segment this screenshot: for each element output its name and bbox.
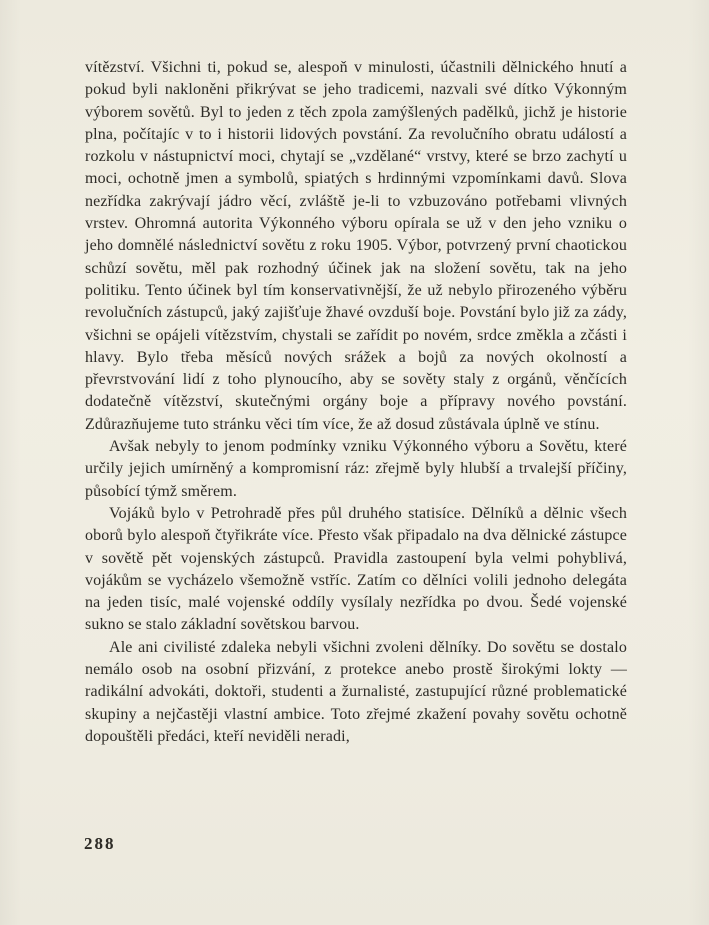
paragraph: Ale ani civilisté zdaleka nebyli všichni zvoleni dělníky. Do sovětu se dostalo nemálo osob na osobní přizvání, z protekce anebo prostě širokými lokty — radikální advokáti, doktoři, studenti a žurnalisté, zastupující různé problematické skupiny a nejčastěji vlastní ambice. Toto zřejmé zkažení povahy sovětu ochotně dopouštěli předáci, kteří neviděli neradi, bbox=[85, 638, 627, 745]
paragraph: Avšak nebyly to jenom podmínky vzniku Výkonného výboru a Sovětu, které určily jejich umírněný a kompromisní ráz: zřejmě byly hlubší a trvalejší příčiny, působící týmž směrem. bbox=[85, 438, 627, 500]
paragraph: Vojáků bylo v Petrohradě přes půl druhého statisíce. Dělníků a dělnic všech oborů bylo alespoň čtyřikráte více. Přesto však připadalo na dva dělnické zástupce v sovětě pět vojenských zástupců. Pravidla zastoupení byla velmi pohyblivá, vojákům se vycházelo všemožně vstříc. Zatím co dělníci volili jednoho delegáta na jeden tisíc, malé vojenské oddíly vysílaly nezřídka po dvou. Šedé vojenské sukno se stalo základní sovětskou barvou. bbox=[85, 504, 627, 634]
paragraph: vítězství. Všichni ti, pokud se, alespoň v minulosti, účastnili dělnického hnutí a pokud byli nakloněni přikrývat se jeho tradicemi, nazvali své dítko Výkonným výborem sovětů. Byl to jeden z těch zpola zamýšlených padělků, jichž je historie plna, počítajíc v to i historii lidových povstání. Za revolučního obratu událostí a rozkolu v nástupnictví moci, chytají se „vzdělané“ vrstvy, které se brzo zachytí u moci, ochotně jmen a symbolů, spiatých s hrdinnými vzpomínkami davů. Slova nezřídka zakrývají jádro věcí, zvláště je-li to vzbuzováno potřebami vlivných vrstev. Ohromná autorita Výkonného výboru opírala se už v den jeho vzniku o jeho domnělé následnictví sovětu z roku 1905. Výbor, potvrzený první chaotickou schůzí sovětu, měl pak rozhodný účinek jak na složení sovětu, tak na jeho politiku. Tento účinek byl tím konservativnější, že už nebylo přirozeného výběru revolučních zástupců, jaký zajišťuje žhavé ovzduší boje. Povstání bylo již za zády, všichni se opájeli vítězstvím, chystali se zařídit po novém, srdce změkla a zčásti i hlavy. Bylo třeba měsíců nových srážek a bojů za nových okolností a převrstvování lidí z toho plynoucího, aby se sověty staly z orgánů, věnčících dodatečně vítězství, skutečnými orgány boje a přípravy nového povstání. Zdůrazňujeme tuto stránku věci tím více, že až dosud zůstávala úplně ve stínu. bbox=[85, 59, 627, 433]
text-block bbox=[85, 57, 627, 748]
page-number: 288 bbox=[84, 834, 116, 853]
